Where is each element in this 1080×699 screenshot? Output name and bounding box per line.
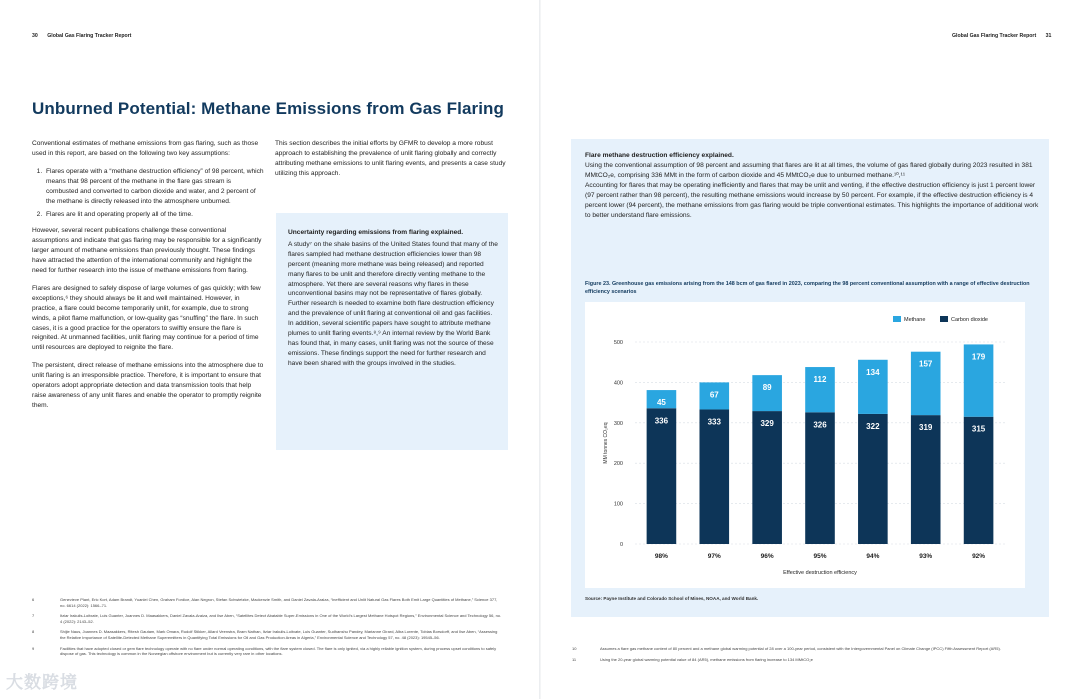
x-tick-label: 92% bbox=[972, 553, 986, 560]
left-footnotes bbox=[32, 597, 502, 662]
bar-carbon-dioxide bbox=[752, 411, 782, 544]
y-tick-label: 300 bbox=[613, 420, 623, 427]
assumption-item: 1. Flares operate with a “methane destruction efficiency” of 98 percent, which means that 98 percent of the methane in the flare gas stream is combusted and converted to carbon dioxide and water, and 2 percent of the methane is directly released into the atmosphere unburned. bbox=[44, 167, 264, 207]
callout-paragraph: In addition, several scientific papers have sought to attribute methane plumes to unlit flaring events.⁸,⁹ An internal review by the World Bank has found that, in many cases, unlit flaring was not the source of these emissions. These findings support the need for further research and have been shared with the groups involved in the studies. bbox=[288, 320, 494, 367]
data-label-methane: 179 bbox=[971, 352, 986, 362]
footnote-text: Facilities that have adopted closed or gem flare technology operate with no flare under normal operating conditions, with the flare system closed. The flare is only ignited, via a highly reliable ignition system, during process upset conditions to safely dispose of gas. This technology is common in the Norwegian offshore environment but is currently very rare in other locations. bbox=[60, 645, 497, 657]
footnote bbox=[32, 597, 502, 608]
x-tick-label: 97% bbox=[707, 553, 721, 560]
legend-label: Methane bbox=[904, 317, 926, 324]
data-label-methane: 112 bbox=[813, 375, 827, 385]
footnote-number: 10 bbox=[572, 646, 577, 651]
legend-label: Carbon dioxide bbox=[951, 317, 988, 324]
data-label-carbon-dioxide: 333 bbox=[707, 417, 721, 427]
footnote bbox=[32, 646, 502, 657]
data-label-methane: 45 bbox=[656, 398, 666, 408]
x-tick-label: 93% bbox=[919, 553, 933, 560]
data-label-methane: 157 bbox=[919, 359, 933, 369]
data-label-carbon-dioxide: 336 bbox=[654, 416, 669, 426]
footnote-text: Using the 20-year global warming potential value of 84 (AR5), methane emissions from flaring increase to 134 MMtCO₂e bbox=[600, 656, 813, 662]
section-intro-paragraph: This section describes the initial efforts by GFMR to develop a more robust approach to establishing the prevalence of unlit flaring globally and correctly attributing methane emissions to unlit flaring events, and presents a case study utilizing this approach. bbox=[275, 140, 506, 177]
y-tick-label: 100 bbox=[613, 501, 623, 508]
footnote-text: Genevieve Plant, Eric Kort, Adam Brandt, Yuanlei Chen, Graham Fordice, Alan Negron, Stefan Schwietzke, Mackenzie Smith, and Daniel Zavala-Araiza, “Inefficient and Unlit Natural Gas Flares Both Emit Large Quantities of Methane,” Science 377, no. 6614 (2022): 1566–71. bbox=[60, 597, 498, 608]
y-tick-label: 400 bbox=[613, 380, 623, 387]
right-header-title: Global Gas Flaring Tracker Report bbox=[952, 33, 1037, 39]
efficiency-box-title: Flare methane destruction efficiency explained. bbox=[585, 152, 734, 159]
callout-title: Uncertainty regarding emissions from flaring explained. bbox=[288, 229, 464, 236]
y-tick-label: 200 bbox=[613, 461, 623, 468]
figure-caption: Figure 23. Greenhouse gas emissions arising from the 148 bcm of gas flared in 2023, comparing the 98 percent conventional assumption with a range of effective destruction efficiency scenarios bbox=[585, 281, 1030, 295]
footnote-number: 6 bbox=[32, 597, 35, 602]
data-label-methane: 134 bbox=[866, 367, 880, 377]
data-label-carbon-dioxide: 326 bbox=[813, 420, 827, 430]
footnote bbox=[572, 646, 1042, 652]
data-label-carbon-dioxide: 329 bbox=[760, 419, 774, 429]
x-tick-label: 96% bbox=[760, 553, 774, 560]
chart-panel bbox=[585, 302, 1025, 588]
stacked-bar-chart bbox=[585, 302, 1025, 588]
legend-swatch bbox=[940, 316, 948, 322]
footnote-number: 7 bbox=[32, 613, 35, 619]
assumption-item: 2. Flares are lit and operating properly all of the time. bbox=[44, 210, 264, 220]
left-page-header bbox=[32, 33, 131, 39]
page-gutter bbox=[539, 0, 541, 699]
footnote bbox=[32, 629, 502, 640]
footnote-text: Shijie Naus, Joannes D. Maasakkers, Ritesh Gautam, Mark Omara, Rudolf Stikker, Allard Veenstra, Bram Nathan, Itziar Irakulis-Loitxate, Luis Guanter, Sudhanshu Pandey, Marianne Girard, Alba Lorente, Tobias Borsdorff, and Ilse Aben, “Assessing the Relative Importance of Satellite-Detected Methane Superemitters in Quantifying Total Emissions for Oil and Gas Production Areas in Algeria,” Environmental Science and Technology 57, no. 48 (2023): 19545–56. bbox=[60, 629, 498, 640]
right-page-number: 31 bbox=[1045, 33, 1052, 39]
footnote bbox=[572, 657, 1042, 663]
x-tick-label: 98% bbox=[654, 553, 668, 560]
legend-swatch bbox=[893, 316, 901, 322]
data-label-methane: 67 bbox=[709, 390, 719, 400]
page-title: Unburned Potential: Methane Emissions from Gas Flaring bbox=[32, 99, 505, 118]
efficiency-paragraph: Using the conventional assumption of 98 percent and assuming that flares are lit at all times, the volume of gas flared globally during 2023 resulted in 381 MMtCO₂e, comprising 336 MMt in the form of carbon dioxide and 45 MMtCO₂e due to unburned methane.¹⁰,¹¹ bbox=[585, 161, 1033, 179]
body-paragraph: However, several recent publications challenge these conventional assumptions and indicate that gas flaring may be responsible for a significantly larger amount of methane emissions than previously thought. These findings have attracted the attention of the international community and highlight the need for further research into the issue of methane emissions from flaring. bbox=[32, 227, 262, 274]
body-paragraph: The persistent, direct release of methane emissions into the atmosphere due to unlit flaring is an irresponsible practice. Therefore, it is important to ensure that operators adopt appropriate detection and data transmission tools that help raise awareness of any unlit flares and enable the operator to promptly reignite them. bbox=[32, 362, 264, 409]
right-page-header bbox=[952, 33, 1051, 39]
bar-carbon-dioxide bbox=[805, 412, 835, 544]
bar-carbon-dioxide bbox=[964, 417, 994, 544]
bar-carbon-dioxide bbox=[647, 408, 677, 544]
left-column bbox=[32, 139, 264, 419]
callout-paragraph: A study⁷ on the shale basins of the United States found that many of the flares sampled had methane destruction efficiencies lower than 98 percent (meaning more methane was being released) and reported many flares to be unlit and therefore directly venting methane to the atmosphere. Yet there are several reasons why flares in these unconventional basins may not be representative of flares globally. Further research is needed to examine both flare destruction efficiency and the prevalence of unlit flaring at conventional oil and gas facilities. bbox=[288, 240, 498, 318]
footnote bbox=[32, 613, 502, 624]
left-page-number: 30 bbox=[32, 33, 38, 39]
x-axis-label: Effective destruction efficiency bbox=[783, 570, 857, 576]
y-tick-label: 500 bbox=[613, 340, 623, 346]
body-paragraph: Flares are designed to safely dispose of large volumes of gas quickly; with few exceptions,⁶ they should always be lit and well maintained. However, in practice, a flare could become temporarily unlit, for example, due to strong winds, a pilot flame malfunction, or low-quality gas “snuffing” the flare. In such cases, it is a good practice for the operators to swiftly ensure the flare is reignited. At unmanned facilities, unlit flaring may continue for a period of time until resources are deployed to reignite the flare. bbox=[32, 284, 261, 352]
left-header-title: Global Gas Flaring Tracker Report bbox=[47, 33, 132, 39]
bar-carbon-dioxide bbox=[911, 415, 941, 544]
data-label-carbon-dioxide: 319 bbox=[919, 423, 933, 433]
footnote-number: 11 bbox=[572, 656, 577, 662]
bar-carbon-dioxide bbox=[858, 414, 888, 544]
uncertainty-callout-box bbox=[276, 213, 508, 450]
intro-paragraph: Conventional estimates of methane emissions from gas flaring, such as those used in this report, are based on the following two key assumptions: bbox=[32, 140, 259, 157]
bar-methane bbox=[805, 367, 835, 412]
middle-column bbox=[275, 139, 507, 187]
footnote-number: 8 bbox=[32, 629, 35, 635]
figure-source: Source: Payne Institute and Colorado School of Mines, NOAA, and World Bank. bbox=[585, 596, 759, 601]
data-label-methane: 89 bbox=[762, 383, 772, 393]
assumptions-list bbox=[44, 167, 264, 221]
y-tick-label: 0 bbox=[619, 542, 623, 548]
x-tick-label: 95% bbox=[813, 553, 827, 560]
footnote-text: Itziar Irakulis-Loitxate, Luis Guanter, Joannes D. Maasakkers, Daniel Zavala-Araiza, and Ilse Aben, “Satellites Detect Abatable Super-Emissions in One of the World’s Largest Methane Hotspot Regions,” Environmental Science and Technology 56, no. 4 (2022): 2143–52. bbox=[60, 613, 502, 624]
bar-methane bbox=[752, 375, 782, 411]
data-label-carbon-dioxide: 315 bbox=[971, 424, 986, 434]
y-axis-label: MM tonnes CO₂eq bbox=[603, 422, 609, 464]
footnote-number: 9 bbox=[32, 645, 35, 651]
footnote-text: Assumes a flare gas methane content of 80 percent and a methane global warming potential of 28 over a 100-year period, consistent with the Intergovernmental Panel on Climate Change (IPCC) Fifth Assessment Report (AR5). bbox=[600, 646, 1001, 651]
x-tick-label: 94% bbox=[866, 553, 880, 560]
bar-carbon-dioxide bbox=[699, 409, 729, 544]
data-label-carbon-dioxide: 322 bbox=[866, 421, 880, 431]
efficiency-paragraph: Accounting for flares that may be operating inefficiently and flares that may be unlit and venting, if the effective destruction efficiency is just 1 percent lower (97 percent rather than 98 percent), the resulting methane emissions would increase by 50 percent. For example, if the effective destruction efficiency is 4 percent lower (94 percent), the methane emissions from gas flaring would be triple conventional estimates. This highlights the importance of additional work to better understand flare emissions. bbox=[585, 182, 1039, 219]
watermark: 大数跨境 bbox=[6, 673, 78, 692]
right-footnotes bbox=[572, 646, 1042, 667]
destruction-efficiency-text bbox=[585, 151, 1040, 222]
